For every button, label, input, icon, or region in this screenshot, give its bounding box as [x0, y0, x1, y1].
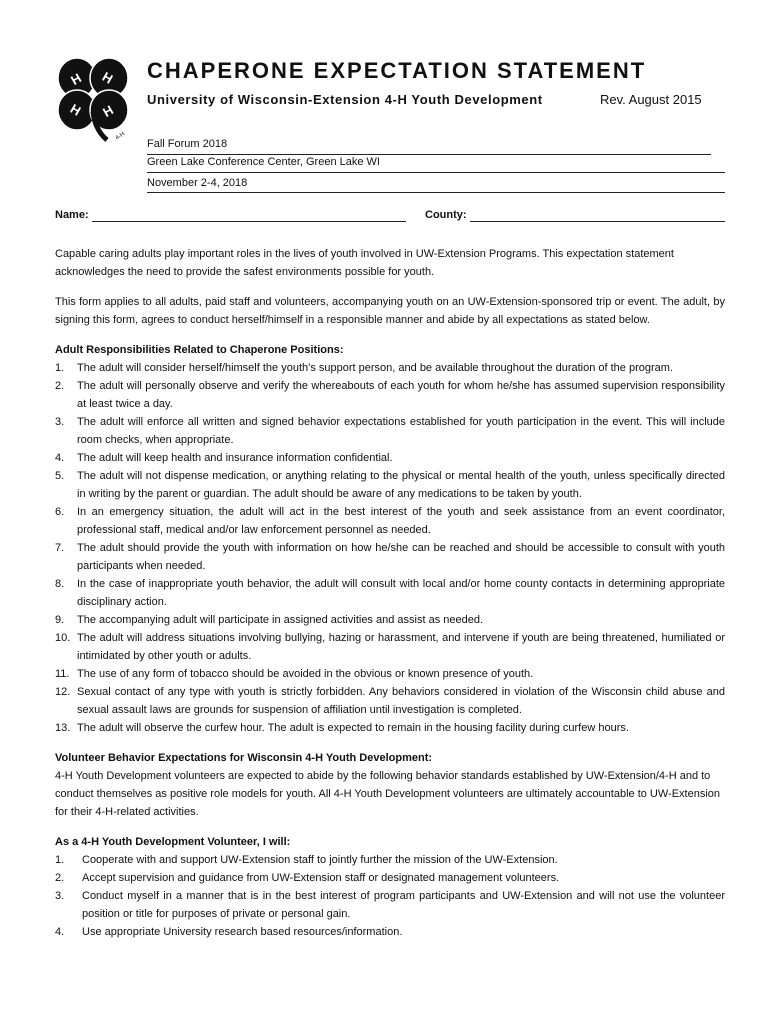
intro-paragraph-1: Capable caring adults play important roles in the lives of youth involved in UW-Extension Programs. This expectation statement acknowledges the need to provide the safest environments possible for youth.	[55, 248, 674, 278]
list-item-number: 12.	[55, 686, 71, 698]
event-location: Green Lake Conference Center, Green Lake WI	[147, 156, 380, 168]
list-item-number: 4.	[55, 452, 65, 464]
svg-text:H: H	[67, 100, 84, 119]
list-item-text: The use of any form of tobacco should be avoided in the obvious or known presence of youth.	[77, 668, 534, 680]
responsibility-item	[55, 629, 725, 665]
revision-date: Rev. August 2015	[600, 92, 702, 107]
list-item-text: In the case of inappropriate youth behavior, the adult will consult with local and/or home county contacts in determining appropriate disciplinary action.	[77, 578, 725, 608]
4h-clover-logo	[47, 52, 139, 144]
list-item-number: 1.	[55, 362, 65, 374]
responsibility-item	[55, 449, 725, 467]
county-field[interactable]	[470, 221, 725, 222]
volunteer-heading: Volunteer Behavior Expectations for Wisconsin 4-H Youth Development:	[55, 752, 433, 764]
document-subtitle: University of Wisconsin-Extension 4-H Youth Development	[147, 92, 543, 107]
list-item-text: The accompanying adult will participate in assigned activities and assist as needed.	[77, 614, 484, 626]
responsibility-item	[55, 575, 725, 611]
name-label: Name:	[55, 209, 89, 221]
event-name-rule	[147, 154, 711, 155]
pledge-list	[55, 851, 725, 941]
event-dates: November 2-4, 2018	[147, 177, 248, 189]
list-item-text: Cooperate with and support UW-Extension staff to jointly further the mission of the UW-Extension.	[82, 854, 558, 866]
county-label: County:	[425, 209, 467, 221]
list-item-text: The adult will personally observe and verify the whereabouts of each youth for whom he/she has assumed supervision responsibility at least twice a day.	[77, 380, 725, 410]
event-location-rule	[147, 172, 725, 173]
responsibility-item	[55, 467, 725, 503]
pledge-item	[55, 887, 725, 923]
responsibilities-heading: Adult Responsibilities Related to Chaperone Positions:	[55, 344, 344, 356]
event-dates-rule	[147, 192, 725, 193]
responsibility-item	[55, 539, 725, 575]
list-item-number: 10.	[55, 632, 71, 644]
name-field[interactable]	[92, 221, 406, 222]
list-item-text: The adult will not dispense medication, or anything relating to the physical or mental health of the youth, unless specifically directed in writing by the parent or guardian. The adult should be aware of any medications to be taken by youth.	[77, 470, 725, 500]
list-item-number: 2.	[55, 380, 65, 392]
intro-paragraph-2: This form applies to all adults, paid staff and volunteers, accompanying youth on an UW-Extension-sponsored trip or event. The adult, by signing this form, agrees to conduct herself/himself in a responsible manner and abide by all expectations as stated below.	[55, 296, 725, 326]
list-item-number: 9.	[55, 614, 65, 626]
responsibility-item	[55, 377, 725, 413]
document-body	[55, 245, 725, 953]
event-name: Fall Forum 2018	[147, 138, 228, 150]
list-item-text: The adult will keep health and insurance information confidential.	[77, 452, 393, 464]
responsibility-item	[55, 665, 725, 683]
responsibility-item	[55, 503, 725, 539]
list-item-number: 1.	[55, 854, 65, 866]
document-title: CHAPERONE EXPECTATION STATEMENT	[147, 58, 647, 83]
list-item-number: 11.	[55, 668, 70, 680]
responsibility-item	[55, 359, 725, 377]
list-item-text: Use appropriate University research based resources/information.	[82, 926, 403, 938]
responsibility-item	[55, 683, 725, 719]
list-item-text: In an emergency situation, the adult will act in the best interest of the youth and seek assistance from an event coordinator, professional staff, medical and/or law enforcement personnel as needed.	[77, 506, 725, 536]
list-item-number: 6.	[55, 506, 65, 518]
list-item-number: 8.	[55, 578, 65, 590]
logo-mark-text: 4-H	[114, 131, 127, 142]
responsibilities-list	[55, 359, 725, 737]
list-item-text: Accept supervision and guidance from UW-Extension staff or designated management volunteers.	[82, 872, 560, 884]
list-item-number: 7.	[55, 542, 65, 554]
list-item-text: The adult should provide the youth with information on how he/she can be reached and should be accessible to consult with youth participants when needed.	[77, 542, 725, 572]
list-item-text: The adult will enforce all written and signed behavior expectations established for youth participation in the event. This will include room checks, when appropriate.	[77, 416, 725, 446]
pledge-item	[55, 851, 725, 869]
volunteer-paragraph: 4-H Youth Development volunteers are expected to abide by the following behavior standards established by UW-Extension/4-H and to conduct themselves as positive role models for youth. All 4-H Youth Development volunteers are ultimately accountable to UW-Extension for their 4-H-related activities.	[55, 770, 721, 818]
pledge-item	[55, 869, 725, 887]
list-item-text: The adult will address situations involving bullying, hazing or harassment, and intervene if youth are being threatened, humiliated or intimidated by other youth or adults.	[77, 632, 725, 662]
responsibility-item	[55, 611, 725, 629]
list-item-text: The adult will observe the curfew hour. The adult is expected to remain in the housing facility during curfew hours.	[77, 722, 629, 734]
list-item-text: Conduct myself in a manner that is in the best interest of program participants and UW-Extension and will not use the volunteer position or title for purposes of private or personal gain.	[82, 890, 725, 920]
list-item-number: 5.	[55, 470, 65, 482]
responsibility-item	[55, 719, 725, 737]
list-item-text: The adult will consider herself/himself the youth’s support person, and be available throughout the duration of the program.	[77, 362, 673, 374]
pledge-item	[55, 923, 725, 941]
list-item-text: Sexual contact of any type with youth is strictly forbidden. Any behaviors considered in violation of the Wisconsin child abuse and sexual assault laws are grounds for suspension of affiliation until investigation is completed.	[77, 686, 725, 716]
svg-text:H: H	[100, 102, 116, 120]
list-item-number: 4.	[55, 926, 65, 938]
list-item-number: 2.	[55, 872, 65, 884]
svg-text:H: H	[68, 70, 84, 88]
responsibility-item	[55, 413, 725, 449]
list-item-number: 13.	[55, 722, 71, 734]
svg-text:H: H	[99, 68, 116, 87]
list-item-number: 3.	[55, 416, 65, 428]
list-item-number: 3.	[55, 890, 65, 902]
pledge-heading: As a 4-H Youth Development Volunteer, I will:	[55, 836, 291, 848]
